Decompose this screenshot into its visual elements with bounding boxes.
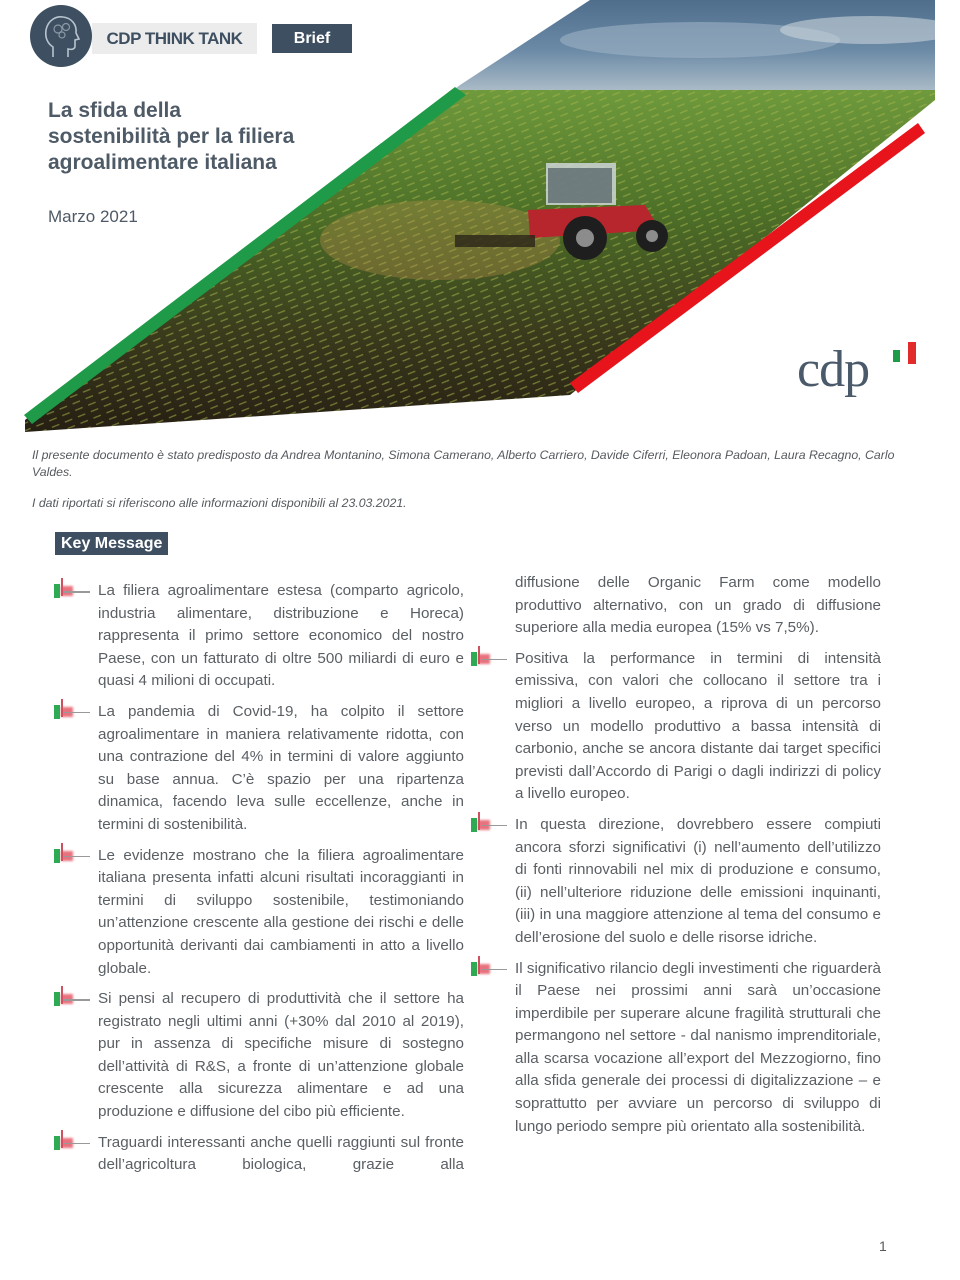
authors-credit: Il presente documento è stato predisposto da Andrea Montanino, Simona Camerano, Alberto Carriero, Davide Ciferri, Eleonora Padoan, Laura Recagno, Carlo Valdes. — [32, 448, 895, 479]
document-title: La sfida della sostenibilità per la filiera agroalimentare italiana — [48, 99, 295, 174]
key-message-item-continuation: diffusione delle Organic Farm come modello produttivo alternativo, con un grado di diffusione superiore alla media europea (15% vs 7,5%). — [515, 574, 881, 637]
data-date-note: I dati riportati si riferiscono alle informazioni disponibili al 23.03.2021. — [32, 496, 407, 510]
key-message-left-column — [98, 580, 464, 1185]
think-tank-logo — [30, 5, 92, 67]
cdp-logo: cdp — [797, 341, 870, 398]
flag-bullet-icon — [52, 578, 92, 600]
flag-red-bar — [908, 342, 916, 364]
page-number: 1 — [879, 1238, 887, 1254]
brand-name: CDP THINK TANK — [92, 23, 257, 54]
brief-tag: Brief — [272, 24, 352, 53]
flag-bullet-icon — [469, 956, 509, 978]
key-message-item: Traguardi interessanti anche quelli raggiunti sul fronte dell’agricoltura biologica, grazie alla — [98, 1132, 464, 1177]
flag-green-bar — [893, 350, 900, 362]
key-message-item: Positiva la performance in termini di intensità emissiva, con valori che collocano il settore tra i migliori a livello europeo, a riprova di un percorso verso un modello produttivo a bassa intensità di carbonio, anche se ancora distante dai target specifici previsti dall’Accordo di Parigi o dagli indirizzi di policy a livello europeo. — [515, 648, 881, 806]
flag-bullet-icon — [52, 1130, 92, 1152]
key-message-heading: Key Message — [55, 532, 168, 555]
key-message-item: Le evidenze mostrano che la filiera agroalimentare italiana presenta infatti alcuni risultati incoraggianti in termini di sviluppo sostenibile, testimoniando un’attenzione crescente alla gestione dei rischi e delle opportunità derivanti dai cambiamenti in atto a livello globale. — [98, 845, 464, 981]
key-message-item: Il significativo rilancio degli investimenti che riguarderà il Paese nei prossimi anni sarà un’occasione imperdibile per superare alcune fragilità strutturali che permangono nel settore - dal nanismo imprenditoriale, alla scarsa vocazione all’export del Mezzogiorno, fino alla sfida generale dei processi di digitalizzazione – e soprattutto per avviare un percorso di sviluppo di lungo periodo sempre più orientato alla sostenibilità. — [515, 958, 881, 1139]
key-message-item: Si pensi al recupero di produttività che il settore ha registrato negli ultimi anni (+30% dal 2010 al 2019), pur in assenza di specifiche misure di sostegno dell’attività di R&S, a fronte di un’attenzione globale crescente alla sicurezza alimentare e ad una produzione e diffusione del cibo più efficiente. — [98, 988, 464, 1124]
flag-bullet-icon — [469, 812, 509, 834]
flag-bullet-icon — [469, 646, 509, 668]
flag-bullet-icon — [52, 699, 92, 721]
flag-bullet-icon — [52, 986, 92, 1008]
head-profile-icon — [41, 13, 81, 59]
key-message-right-column — [515, 572, 881, 1146]
document-date: Marzo 2021 — [48, 207, 138, 226]
key-message-item: In questa direzione, dovrebbero essere compiuti ancora sforzi significativi (i) nell’aumento dell’utilizzo di fonti rinnovabili nel mix di produzione e consumo, (ii) nell’ulteriore riduzione delle emissioni inquinanti, (iii) in una maggiore attenzione al tema del consumo e dell’erosione del suolo e delle risorse idriche. — [515, 814, 881, 950]
flag-bullet-icon — [52, 843, 92, 865]
key-message-item: La filiera agroalimentare estesa (comparto agricolo, industria alimentare, distribuzione e Horeca) rappresenta il primo settore economico del nostro Paese, con un fatturato di oltre 500 miliardi di euro e quasi 4 milioni di occupati. — [98, 580, 464, 693]
key-message-item: La pandemia di Covid-19, ha colpito il settore agroalimentare in maniera relativamente ridotta, con una contrazione del 4% in termini di valore aggiunto su base annua. C’è spazio per una ripartenza dinamica, facendo leva sulle eccellenze, anche in termini di sostenibilità. — [98, 701, 464, 837]
